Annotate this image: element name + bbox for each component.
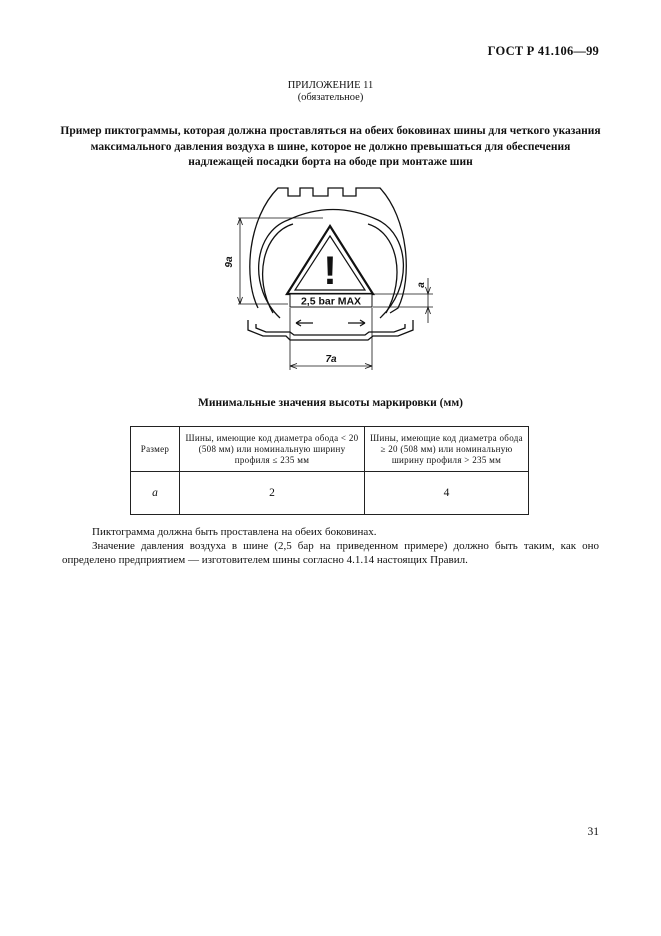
pressure-label: 2,5 bar MAX bbox=[300, 295, 362, 308]
table-cell-large-value: 4 bbox=[365, 472, 529, 515]
marking-height-table bbox=[130, 426, 529, 515]
rim-inner-outline bbox=[256, 324, 405, 335]
table-title: Минимальные значения высоты маркировки (мм) bbox=[198, 397, 463, 409]
document-code: ГОСТ Р 41.106—99 bbox=[487, 44, 599, 58]
appendix-subtitle: (обязательное) bbox=[297, 92, 364, 103]
dim-width-label: 7a bbox=[325, 354, 337, 365]
page-number: 31 bbox=[587, 826, 599, 838]
note-paragraph-1: Пиктограмма должна быть проставлена на обеих боковинах. bbox=[92, 526, 377, 538]
rim-outline bbox=[248, 320, 413, 340]
table-header-small-tires: Шины, имеющие код диаметра обода < 20 (508 мм) или номинальную ширину профиля ≤ 235 мм bbox=[180, 427, 365, 472]
dim-gap-label: a bbox=[416, 282, 427, 288]
table-header-size: Размер bbox=[131, 427, 180, 472]
dim-height-label: 9a bbox=[224, 256, 235, 268]
exclamation-mark: ! bbox=[323, 249, 337, 293]
tire-pressure-pictogram bbox=[218, 178, 443, 378]
table-header-large-tires: Шины, имеющие код диаметра обода ≥ 20 (508 мм) или номинальную ширину профиля > 235 мм bbox=[365, 427, 529, 472]
table-cell-small-value: 2 bbox=[180, 472, 365, 515]
table-row bbox=[131, 472, 529, 515]
appendix-title: ПРИЛОЖЕНИЕ 11 bbox=[287, 80, 374, 91]
table-header-row bbox=[131, 427, 529, 472]
table-cell-size: a bbox=[131, 472, 180, 515]
section-heading: Пример пиктограммы, которая должна проставляться на обеих боковинах шины для четкого указания максимального давления воздуха в шине, которое не должно превышаться для обеспечения надлежащей посадки борта на ободе при монтаже шин bbox=[60, 125, 601, 168]
left-arrow-icon bbox=[296, 320, 313, 326]
right-arrow-icon bbox=[348, 320, 365, 326]
note-paragraph-2: Значение давления воздуха в шине (2,5 бар на приведенном примере) должно быть таким, как оно определено предприятием — изготовителем шины согласно 4.1.14 настоящих Правил. bbox=[62, 540, 599, 566]
